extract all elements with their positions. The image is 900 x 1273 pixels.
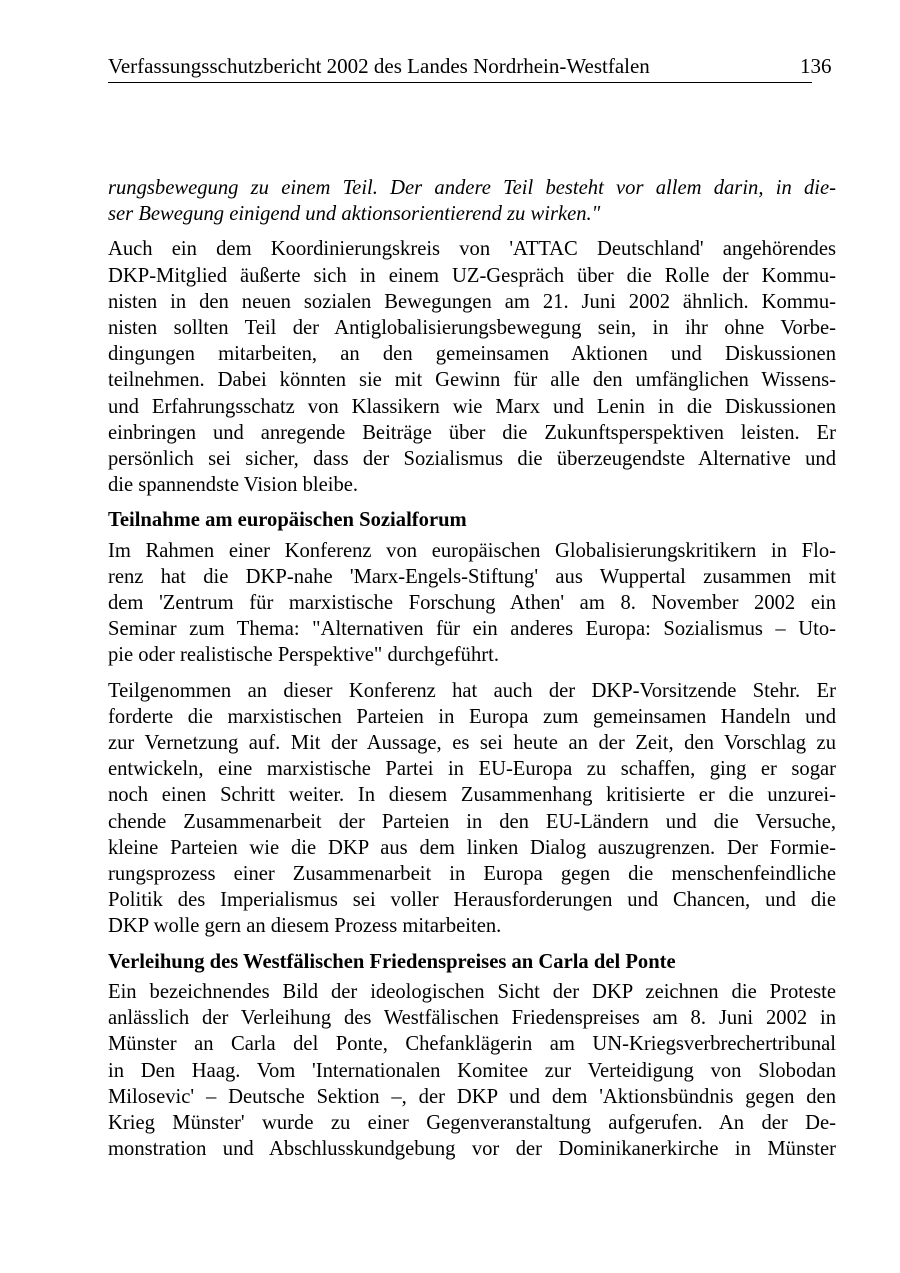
text-line: noch einen Schritt weiter. In diesem Zusammenhang kritisierte er die unzurei- (108, 784, 836, 807)
text-line: Teilgenommen an dieser Konferenz hat auch der DKP-Vorsitzende Stehr. Er (108, 679, 836, 702)
quote-continuation (108, 175, 836, 227)
text-line: zur Vernetzung auf. Mit der Aussage, es sei heute an der Zeit, den Vorschlag zu (108, 732, 836, 755)
text-line: anlässlich der Verleihung des Westfälischen Friedenspreises am 8. Juni 2002 in (108, 1007, 836, 1030)
text-line: dem 'Zentrum für marxistische Forschung Athen' am 8. November 2002 ein (108, 592, 836, 615)
text-line: nisten in den neuen sozialen Bewegungen am 21. Juni 2002 ähnlich. Kommu- (108, 290, 836, 313)
text-line: persönlich sei sicher, dass der Sozialismus die überzeugendste Alternative und (108, 448, 836, 471)
text-line: forderte die marxistischen Parteien in Europa zum gemeinsamen Handeln und (108, 705, 836, 728)
text-line: chende Zusammenarbeit der Parteien in den EU-Ländern und die Versuche, (108, 810, 836, 833)
paragraph-stehr (108, 678, 836, 940)
text-line: renz hat die DKP-nahe 'Marx-Engels-Stiftung' aus Wuppertal zusammen mit (108, 565, 836, 588)
body-text (108, 175, 836, 1171)
text-line: in Den Haag. Vom 'Internationalen Komitee zur Verteidigung von Slobodan (108, 1059, 836, 1082)
text-line: rungsbewegung zu einem Teil. Der andere Teil besteht vor allem darin, in die- (108, 177, 836, 199)
page-number: 136 (800, 54, 832, 78)
text-line: rungsprozess einer Zusammenarbeit in Europa gegen die menschenfeindliche (108, 863, 836, 886)
header-title: Verfassungsschutzbericht 2002 des Landes Nordrhein-Westfalen (108, 54, 650, 78)
paragraph-attac (108, 236, 836, 498)
text-line: monstration und Abschlusskundgebung vor der Dominikanerkirche in Münster (108, 1138, 836, 1161)
text-line: teilnehmen. Dabei könnten sie mit Gewinn für alle den umfänglichen Wissens- (108, 369, 836, 392)
text-line: und Erfahrungsschatz von Klassikern wie Marx und Lenin in die Diskussionen (108, 395, 836, 418)
text-line: Ein bezeichnendes Bild der ideologischen Sicht der DKP zeichnen die Proteste (108, 980, 836, 1003)
text-line: DKP-Mitglied äußerte sich in einem UZ-Gespräch über die Rolle der Kommu- (108, 264, 836, 287)
text-line: Münster an Carla del Ponte, Chefanklägerin am UN-Kriegsverbrechertribunal (108, 1033, 836, 1056)
text-line: Seminar zum Thema: "Alternativen für ein anderes Europa: Sozialismus – Uto- (108, 618, 836, 641)
running-header (108, 52, 812, 83)
text-line: dingungen mitarbeiten, an den gemeinsamen Aktionen und Diskussionen (108, 343, 836, 366)
text-line: pie oder realistische Perspektive" durchgeführt. (108, 644, 499, 667)
text-line: Milosevic' – Deutsche Sektion –, der DKP und dem 'Aktionsbündnis gegen den (108, 1085, 836, 1108)
section-heading-sozialforum: Teilnahme am europäischen Sozialforum (108, 509, 467, 532)
paragraph-proteste (108, 979, 836, 1162)
section-heading-friedenspreis: Verleihung des Westfälischen Friedenspreises an Carla del Ponte (108, 950, 676, 973)
text-line: einbringen und anregende Beiträge über die Zukunftsperspektiven leisten. Er (108, 421, 836, 444)
text-line: nisten sollten Teil der Antiglobalisierungsbewegung sein, in ihr ohne Vorbe- (108, 317, 836, 340)
text-line: Politik des Imperialismus sei voller Herausforderungen und Chancen, und die (108, 889, 836, 912)
text-line: die spannendste Vision bleibe. (108, 474, 359, 497)
text-line: ser Bewegung einigend und aktionsorientierend zu wirken." (108, 203, 601, 226)
text-line: entwickeln, eine marxistische Partei in EU-Europa zu schaffen, ging er sogar (108, 758, 836, 781)
paragraph-florenz (108, 538, 836, 669)
text-line: kleine Parteien wie die DKP aus dem linken Dialog auszugrenzen. Der Formie- (108, 836, 836, 859)
text-line: Auch ein dem Koordinierungskreis von 'ATTAC Deutschland' angehörendes (108, 238, 836, 261)
text-line: DKP wolle gern an diesem Prozess mitarbeiten. (108, 915, 502, 938)
text-line: Krieg Münster' wurde zu einer Gegenveranstaltung aufgerufen. An der De- (108, 1111, 836, 1134)
text-line: Im Rahmen einer Konferenz von europäischen Globalisierungskritikern in Flo- (108, 539, 836, 562)
